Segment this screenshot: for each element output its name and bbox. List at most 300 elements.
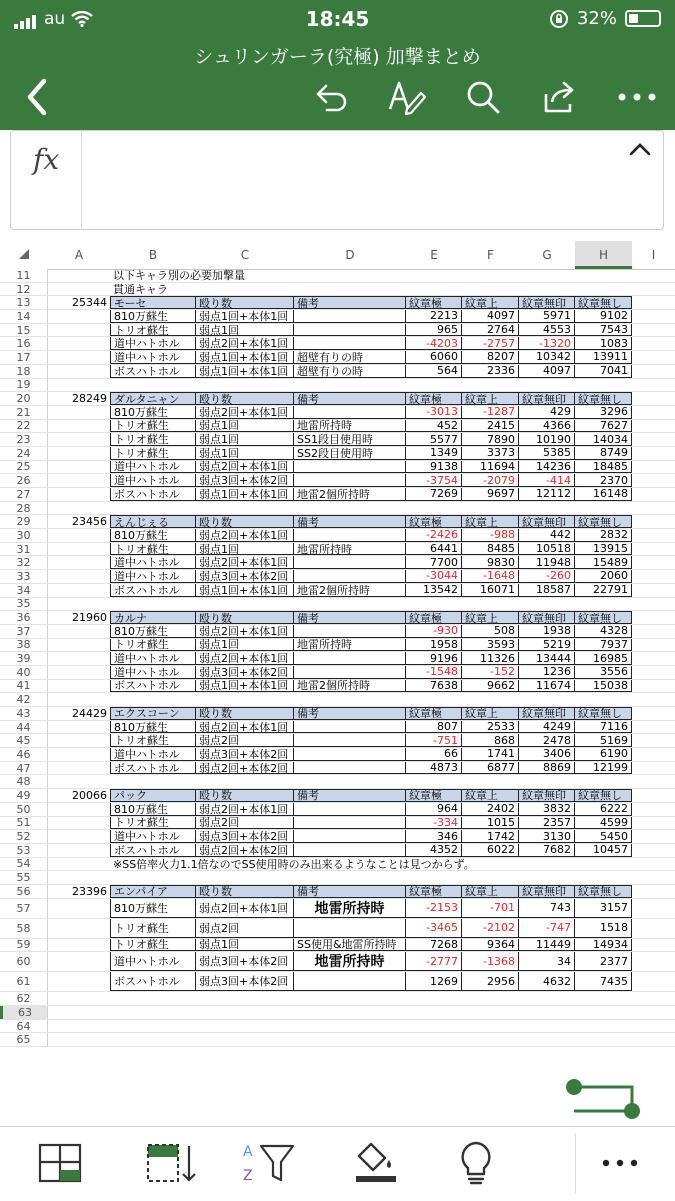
row-number[interactable]: 29 [0,515,48,528]
cell-score[interactable]: 28249 [72,392,107,406]
row-number[interactable]: 58 [0,919,48,938]
table-cell[interactable]: -1648 [462,570,519,583]
table-cell[interactable]: 2478 [519,734,575,747]
table-cell[interactable]: 道中ハトホル [110,666,196,679]
table-cell[interactable]: 14236 [519,461,575,474]
table-cell[interactable]: 弱点1回 [196,324,294,337]
table-cell[interactable]: 7041 [575,365,632,378]
table-cell[interactable]: 1958 [406,639,462,652]
row-number[interactable]: 45 [0,734,48,747]
table-cell[interactable]: 810万蘇生 [110,899,196,918]
row-number[interactable]: 19 [0,379,48,392]
column-header[interactable]: G [542,248,552,262]
table-cell[interactable]: -4203 [406,337,462,350]
cell-note[interactable]: ※SS倍率火力1.1倍なのでSS使用時のみ出来るようなことは見つからず。 [113,857,475,871]
table-cell[interactable]: 弱点2回+本体1回 [196,899,294,918]
table-cell[interactable]: 2357 [519,817,575,830]
table-cell[interactable]: 弱点2回+本体1回 [196,803,294,816]
table-cell[interactable]: 16985 [575,652,632,665]
header-cell[interactable]: 殴り数 [196,885,294,898]
table-cell[interactable]: トリオ蘇生 [110,447,196,460]
table-cell[interactable] [294,748,406,761]
table-cell[interactable]: トリオ蘇生 [110,324,196,337]
row-number[interactable]: 12 [0,283,48,296]
table-cell[interactable]: 超壁有りの時 [294,365,406,378]
cell-score[interactable]: 23456 [72,515,107,529]
table-cell[interactable] [294,324,406,337]
table-cell[interactable]: 地雷2個所持時 [294,584,406,597]
header-cell[interactable]: 殴り数 [196,611,294,624]
table-cell[interactable]: -751 [406,734,462,747]
header-cell[interactable]: パック [110,789,196,802]
row-number[interactable]: 54 [0,858,48,871]
table-cell[interactable]: 1518 [575,919,632,938]
table-cell[interactable]: 1938 [519,625,575,638]
cell-score[interactable]: 25344 [72,296,107,310]
table-cell[interactable]: -2426 [406,529,462,542]
table-cell[interactable]: 810万蘇生 [110,406,196,419]
table-cell[interactable]: 地雷2個所持時 [294,680,406,693]
formula-bar[interactable] [10,130,664,230]
table-cell[interactable]: トリオ蘇生 [110,817,196,830]
row-number[interactable]: 27 [0,488,48,501]
row-number[interactable]: 16 [0,337,48,350]
table-cell[interactable]: 1349 [406,447,462,460]
header-cell[interactable]: 紋章極 [406,789,462,802]
table-cell[interactable]: 810万蘇生 [110,803,196,816]
table-cell[interactable]: 7116 [575,721,632,734]
table-cell[interactable]: 7435 [575,972,632,991]
row-number[interactable]: 39 [0,652,48,665]
table-cell[interactable]: 807 [406,721,462,734]
table-cell[interactable]: 810万蘇生 [110,529,196,542]
table-cell[interactable]: 6877 [462,762,519,775]
table-cell[interactable]: -2102 [462,919,519,938]
table-cell[interactable]: 7638 [406,680,462,693]
table-cell[interactable]: ボスハトホル [110,365,196,378]
table-cell[interactable]: 5385 [519,447,575,460]
table-cell[interactable]: 7543 [575,324,632,337]
table-cell[interactable]: 11948 [519,556,575,569]
row-number[interactable]: 31 [0,543,48,556]
table-cell[interactable]: 16148 [575,488,632,501]
header-cell[interactable]: 紋章無し [575,515,632,528]
table-cell[interactable]: 2832 [575,529,632,542]
table-cell[interactable]: 508 [462,625,519,638]
table-cell[interactable]: 13542 [406,584,462,597]
row-number[interactable]: 34 [0,584,48,597]
table-cell[interactable]: 道中ハトホル [110,652,196,665]
table-cell[interactable]: 4599 [575,817,632,830]
table-cell[interactable]: 弱点2回+本体1回 [196,406,294,419]
table-cell[interactable] [294,310,406,323]
table-cell[interactable]: 452 [406,420,462,433]
table-cell[interactable]: 弱点1回+本体1回 [196,488,294,501]
header-cell[interactable]: 備考 [294,707,406,720]
table-cell[interactable]: 8869 [519,762,575,775]
table-cell[interactable]: 3832 [519,803,575,816]
table-cell[interactable]: 2956 [462,972,519,991]
table-cell[interactable]: 道中ハトホル [110,474,196,487]
row-number[interactable]: 57 [0,899,48,918]
header-cell[interactable]: 備考 [294,296,406,309]
header-cell[interactable]: 紋章無印 [519,885,575,898]
table-cell[interactable]: 弱点1回 [196,420,294,433]
row-number[interactable]: 37 [0,625,48,638]
row-number[interactable]: 32 [0,556,48,569]
row-number[interactable]: 38 [0,639,48,652]
table-cell[interactable]: 743 [519,899,575,918]
table-cell[interactable]: 7269 [406,488,462,501]
table-cell[interactable]: 7268 [406,939,462,952]
row-number[interactable]: 62 [0,992,48,1005]
table-cell[interactable]: 5971 [519,310,575,323]
header-cell[interactable]: 紋章極 [406,885,462,898]
table-cell[interactable]: SS2段目使用時 [294,447,406,460]
table-cell[interactable]: 弱点2回 [196,817,294,830]
table-cell[interactable]: -3013 [406,406,462,419]
table-cell[interactable]: -2079 [462,474,519,487]
table-cell[interactable]: 弱点3回+本体2回 [196,474,294,487]
column-header[interactable]: H [575,241,632,269]
table-cell[interactable]: 弱点3回+本体2回 [196,570,294,583]
header-cell[interactable]: 殴り数 [196,707,294,720]
table-cell[interactable]: 12199 [575,762,632,775]
column-header[interactable]: D [345,248,355,262]
table-cell[interactable]: 442 [519,529,575,542]
row-number[interactable]: 36 [0,611,48,624]
table-cell[interactable]: 1015 [462,817,519,830]
table-cell[interactable]: 弱点1回 [196,447,294,460]
table-cell[interactable]: 10190 [519,433,575,446]
search-button[interactable] [458,72,508,122]
table-cell[interactable]: 地雷2個所持時 [294,488,406,501]
table-cell[interactable]: 4249 [519,721,575,734]
table-cell[interactable]: -3754 [406,474,462,487]
row-number[interactable]: 60 [0,952,48,971]
table-cell[interactable]: 3296 [575,406,632,419]
table-cell[interactable]: -3465 [406,919,462,938]
row-number[interactable]: 49 [0,789,48,802]
row-number[interactable]: 24 [0,447,48,460]
row-number[interactable]: 18 [0,365,48,378]
table-cell[interactable]: 弱点3回+本体2回 [196,952,294,971]
header-cell[interactable]: えんじぇる [110,515,196,528]
table-cell[interactable]: トリオ蘇生 [110,543,196,556]
table-cell[interactable]: 15489 [575,556,632,569]
table-cell[interactable]: 弱点2回+本体1回 [196,337,294,350]
table-cell[interactable]: ボスハトホル [110,584,196,597]
row-number[interactable]: 46 [0,748,48,761]
table-cell[interactable] [294,734,406,747]
table-cell[interactable]: 道中ハトホル [110,556,196,569]
table-cell[interactable]: -2757 [462,337,519,350]
header-cell[interactable]: 紋章極 [406,392,462,405]
table-cell[interactable] [294,919,406,938]
cell-note[interactable]: 以下キャラ別の必要加撃量 [113,269,245,283]
table-cell[interactable]: 2402 [462,803,519,816]
header-cell[interactable]: ダルタニャン [110,392,196,405]
table-cell[interactable] [294,721,406,734]
header-cell[interactable]: 備考 [294,885,406,898]
header-cell[interactable]: 紋章無印 [519,392,575,405]
table-cell[interactable]: 7682 [519,844,575,857]
table-cell[interactable]: 1269 [406,972,462,991]
table-cell[interactable]: 弱点2回+本体1回 [196,556,294,569]
table-cell[interactable]: 弱点2回 [196,919,294,938]
row-number[interactable]: 47 [0,762,48,775]
table-cell[interactable]: 1083 [575,337,632,350]
row-number[interactable]: 30 [0,529,48,542]
table-cell[interactable]: 3593 [462,639,519,652]
more-button[interactable] [612,72,662,122]
header-cell[interactable]: 紋章無し [575,789,632,802]
more-tools-button[interactable] [590,1137,650,1189]
table-cell[interactable]: 6441 [406,543,462,556]
column-header[interactable]: B [148,248,158,262]
table-cell[interactable]: 964 [406,803,462,816]
header-cell[interactable]: 紋章上 [462,515,519,528]
table-cell[interactable]: トリオ蘇生 [110,420,196,433]
table-cell[interactable]: 965 [406,324,462,337]
formula-input[interactable] [91,145,613,205]
table-cell[interactable]: -3044 [406,570,462,583]
row-number[interactable]: 11 [0,269,48,282]
row-number[interactable]: 21 [0,406,48,419]
table-cell[interactable] [294,556,406,569]
table-cell[interactable]: ボスハトホル [110,762,196,775]
header-cell[interactable]: 紋章上 [462,296,519,309]
table-cell[interactable]: 弱点3回+本体2回 [196,972,294,991]
table-cell[interactable]: -747 [519,919,575,938]
table-cell[interactable]: 6060 [406,351,462,364]
table-cell[interactable]: 346 [406,830,462,843]
header-cell[interactable]: 紋章上 [462,611,519,624]
table-cell[interactable] [294,817,406,830]
table-cell[interactable]: 弱点2回+本体1回 [196,721,294,734]
table-cell[interactable]: 1742 [462,830,519,843]
row-number[interactable]: 51 [0,817,48,830]
table-cell[interactable]: 弱点1回+本体1回 [196,680,294,693]
header-cell[interactable]: 紋章無し [575,296,632,309]
table-button[interactable] [30,1137,90,1189]
sort-filter-button[interactable] [238,1137,298,1189]
header-cell[interactable]: 紋章無し [575,885,632,898]
header-cell[interactable]: エクスコーン [110,707,196,720]
table-cell[interactable]: 11449 [519,939,575,952]
column-header[interactable]: A [74,248,84,262]
row-number[interactable]: 17 [0,351,48,364]
header-cell[interactable]: 殴り数 [196,789,294,802]
table-cell[interactable]: -1287 [462,406,519,419]
header-cell[interactable]: 備考 [294,392,406,405]
table-cell[interactable]: 13911 [575,351,632,364]
table-cell[interactable]: 3373 [462,447,519,460]
row-number[interactable]: 20 [0,392,48,405]
table-cell[interactable]: SS1段目使用時 [294,433,406,446]
table-cell[interactable]: 18485 [575,461,632,474]
table-cell[interactable]: 道中ハトホル [110,461,196,474]
table-cell[interactable]: 弱点3回+本体2回 [196,666,294,679]
table-cell[interactable]: 1236 [519,666,575,679]
row-number[interactable]: 41 [0,680,48,693]
table-cell[interactable]: 8207 [462,351,519,364]
table-cell[interactable]: 429 [519,406,575,419]
row-number[interactable]: 61 [0,972,48,991]
table-cell[interactable]: 4328 [575,625,632,638]
table-cell[interactable]: 34 [519,952,575,971]
table-cell[interactable]: 12112 [519,488,575,501]
row-number[interactable]: 42 [0,693,48,706]
table-cell[interactable]: 9102 [575,310,632,323]
table-cell[interactable]: 4097 [519,365,575,378]
table-cell[interactable]: -2153 [406,899,462,918]
table-cell[interactable]: 868 [462,734,519,747]
table-cell[interactable]: 弱点1回 [196,433,294,446]
table-cell[interactable]: 14034 [575,433,632,446]
cell-score[interactable]: 24429 [72,706,107,720]
table-cell[interactable]: 4553 [519,324,575,337]
cell-note[interactable]: 貫通キャラ [113,283,168,297]
row-number[interactable]: 23 [0,433,48,446]
table-cell[interactable]: 地雷所持時 [294,420,406,433]
row-number[interactable]: 48 [0,775,48,788]
row-number[interactable]: 13 [0,296,48,309]
sort-rows-button[interactable] [142,1137,202,1189]
table-cell[interactable]: 15038 [575,680,632,693]
row-number[interactable]: 59 [0,939,48,952]
table-cell[interactable]: 4366 [519,420,575,433]
table-cell[interactable]: 66 [406,748,462,761]
table-cell[interactable]: ボスハトホル [110,680,196,693]
table-cell[interactable]: 11674 [519,680,575,693]
table-cell[interactable]: 1741 [462,748,519,761]
table-cell[interactable]: 7890 [462,433,519,446]
header-cell[interactable]: 紋章無し [575,611,632,624]
table-cell[interactable]: 4632 [519,972,575,991]
row-number[interactable]: 25 [0,461,48,474]
table-cell[interactable]: 6022 [462,844,519,857]
header-cell[interactable]: 備考 [294,515,406,528]
cell-score[interactable]: 21960 [72,611,107,625]
table-cell[interactable]: ボスハトホル [110,972,196,991]
table-cell[interactable]: 弱点1回+本体1回 [196,365,294,378]
table-cell[interactable]: 弱点1回+本体1回 [196,310,294,323]
table-cell[interactable]: 3130 [519,830,575,843]
table-cell[interactable]: ボスハトホル [110,844,196,857]
table-cell[interactable] [294,461,406,474]
header-cell[interactable]: カルナ [110,611,196,624]
table-cell[interactable]: 10457 [575,844,632,857]
table-cell[interactable]: 2060 [575,570,632,583]
table-cell[interactable]: 道中ハトホル [110,748,196,761]
header-cell[interactable]: 紋章極 [406,515,462,528]
header-cell[interactable]: エンパイア [110,885,196,898]
row-number[interactable]: 40 [0,666,48,679]
table-cell[interactable]: -1368 [462,952,519,971]
table-cell[interactable]: -152 [462,666,519,679]
table-cell[interactable]: 弱点3回+本体2回 [196,830,294,843]
header-cell[interactable]: 殴り数 [196,515,294,528]
table-cell[interactable]: 810万蘇生 [110,721,196,734]
fill-color-button[interactable] [346,1137,406,1189]
table-cell[interactable]: 9830 [462,556,519,569]
header-cell[interactable]: 殴り数 [196,296,294,309]
table-cell[interactable]: トリオ蘇生 [110,734,196,747]
table-cell[interactable]: 弱点1回 [196,639,294,652]
table-cell[interactable]: 7627 [575,420,632,433]
header-cell[interactable]: 紋章無印 [519,707,575,720]
column-header[interactable]: E [430,248,438,262]
table-cell[interactable]: 16071 [462,584,519,597]
header-cell[interactable]: 紋章極 [406,296,462,309]
table-cell[interactable]: -1320 [519,337,575,350]
cell-score[interactable]: 23396 [72,884,107,898]
table-cell[interactable]: -988 [462,529,519,542]
header-cell[interactable]: 紋章上 [462,707,519,720]
table-cell[interactable] [294,844,406,857]
table-cell[interactable]: 弱点2回+本体1回 [196,529,294,542]
table-cell[interactable]: トリオ蘇生 [110,919,196,938]
table-cell[interactable]: 道中ハトホル [110,337,196,350]
table-cell[interactable]: 弱点1回 [196,939,294,952]
header-cell[interactable]: 紋章極 [406,707,462,720]
table-cell[interactable]: 10342 [519,351,575,364]
table-cell[interactable]: 4352 [406,844,462,857]
row-number[interactable]: 35 [0,598,48,611]
row-number[interactable]: 50 [0,803,48,816]
table-cell[interactable]: -1548 [406,666,462,679]
edit-text-button[interactable] [382,72,432,122]
table-cell[interactable]: 3157 [575,899,632,918]
table-cell[interactable]: 地雷所持時 [294,543,406,556]
table-cell[interactable]: 10518 [519,543,575,556]
table-cell[interactable]: 9697 [462,488,519,501]
table-cell[interactable]: 14934 [575,939,632,952]
header-cell[interactable]: 紋章無し [575,707,632,720]
row-number[interactable]: 55 [0,871,48,884]
table-cell[interactable]: 5450 [575,830,632,843]
table-cell[interactable]: 弱点3回+本体2回 [196,748,294,761]
undo-button[interactable] [306,72,356,122]
table-cell[interactable]: 道中ハトホル [110,351,196,364]
table-cell[interactable] [294,803,406,816]
table-cell[interactable]: 地雷所持時 [294,899,406,918]
table-cell[interactable]: 道中ハトホル [110,830,196,843]
table-cell[interactable]: 8749 [575,447,632,460]
table-cell[interactable]: 弱点2回+本体1回 [196,625,294,638]
table-cell[interactable]: 5219 [519,639,575,652]
row-number[interactable]: 65 [0,1033,48,1046]
table-cell[interactable]: 5169 [575,734,632,747]
row-number[interactable]: 43 [0,707,48,720]
header-cell[interactable]: 紋章無印 [519,611,575,624]
table-cell[interactable]: トリオ蘇生 [110,433,196,446]
table-cell[interactable]: -414 [519,474,575,487]
share-button[interactable] [534,72,584,122]
header-cell[interactable]: 備考 [294,789,406,802]
table-cell[interactable]: 9196 [406,652,462,665]
row-number[interactable]: 33 [0,570,48,583]
column-header[interactable]: C [240,248,250,262]
table-cell[interactable]: トリオ蘇生 [110,939,196,952]
table-cell[interactable]: 4873 [406,762,462,775]
table-cell[interactable]: 7937 [575,639,632,652]
table-cell[interactable]: 4097 [462,310,519,323]
header-cell[interactable]: 紋章上 [462,885,519,898]
selection-handle[interactable] [566,1079,646,1119]
table-cell[interactable]: ボスハトホル [110,488,196,501]
